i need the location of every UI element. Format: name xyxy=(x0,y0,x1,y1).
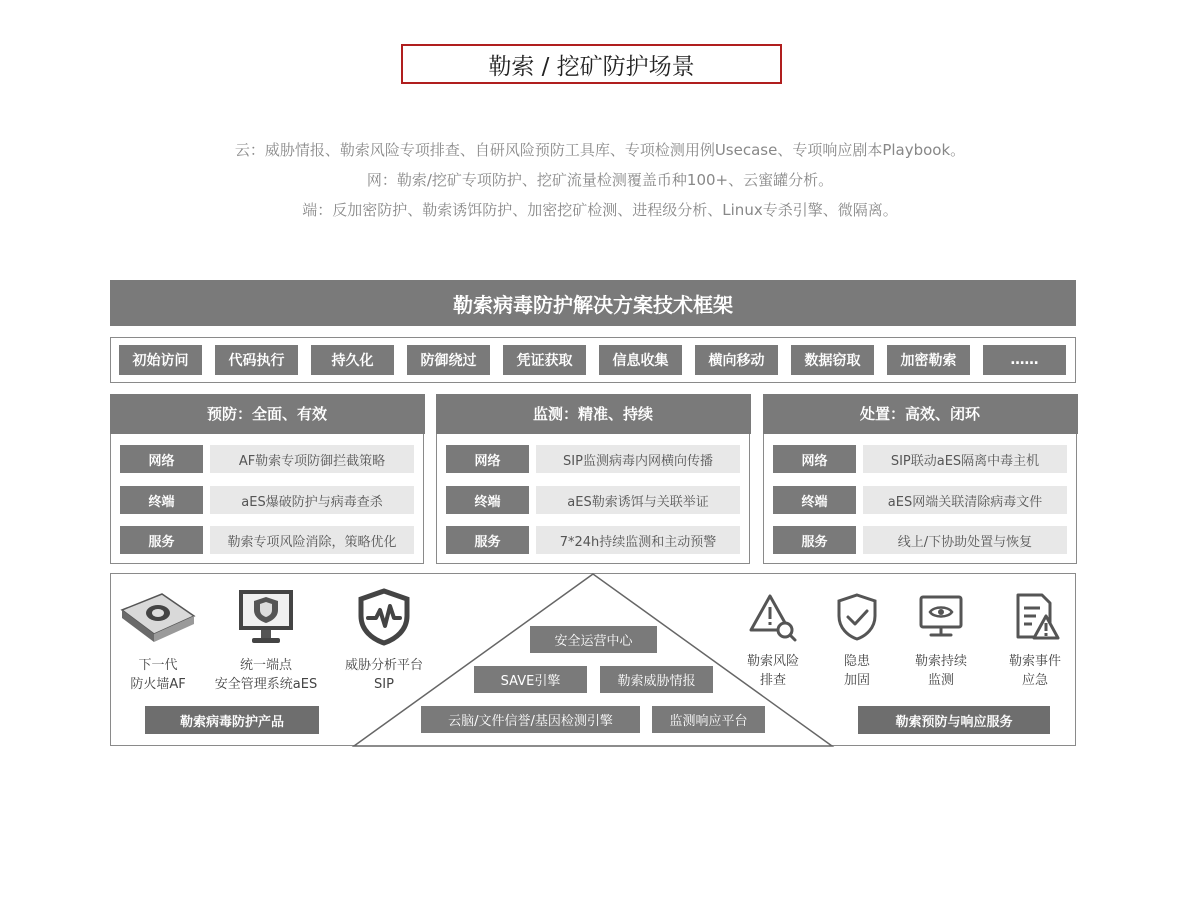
attack-step: 加密勒索 xyxy=(887,345,970,375)
row-value: SIP监测病毒内网横向传播 xyxy=(536,445,740,473)
attack-step: 代码执行 xyxy=(215,345,298,375)
service-risk-check xyxy=(738,592,808,690)
products-label: 勒索病毒防护产品 xyxy=(145,706,319,734)
attack-step: 初始访问 xyxy=(119,345,202,375)
service-name-line2: 监测 xyxy=(927,673,954,688)
row-label: 网络 xyxy=(120,445,203,473)
service-name-line1: 勒索事件 xyxy=(1008,654,1061,669)
intro-line-cloud: 云：威胁情报、勒索风险专项排查、自研风险预防工具库、专项检测用例Usecase、专项响应剧本Playbook。 xyxy=(234,141,966,159)
product-name-line2: SIP xyxy=(374,677,394,692)
row-value: aES网端关联清除病毒文件 xyxy=(863,486,1067,514)
row-label: 服务 xyxy=(773,526,856,554)
row-value: 勒索专项风险消除，策略优化 xyxy=(210,526,414,554)
product-name-line2: 安全管理系统aES xyxy=(214,677,318,692)
pyramid-top-box: 安全运营中心 xyxy=(530,626,657,653)
row-value: aES爆破防护与病毒查杀 xyxy=(210,486,414,514)
panel-title: 预防：全面、有效 xyxy=(110,394,425,434)
attack-step: 数据窃取 xyxy=(791,345,874,375)
shield-pulse-icon xyxy=(334,588,434,652)
framework-header: 勒索病毒防护解决方案技术框架 xyxy=(110,280,1076,326)
product-name-line1: 统一端点 xyxy=(239,658,292,673)
services-label: 勒索预防与响应服务 xyxy=(858,706,1050,734)
row-label: 终端 xyxy=(120,486,203,514)
shield-check-icon xyxy=(822,592,892,648)
service-name-line2: 应急 xyxy=(1021,673,1048,688)
product-name-line1: 下一代 xyxy=(138,658,178,673)
warning-search-icon xyxy=(738,592,808,648)
intro-line-network: 网：勒索/挖矿专项防护、挖矿流量检测覆盖币种100+、云蜜罐分析。 xyxy=(366,171,834,189)
row-label: 服务 xyxy=(120,526,203,554)
row-label: 网络 xyxy=(446,445,529,473)
panel-title: 处置：高效、闭环 xyxy=(763,394,1078,434)
row-label: 网络 xyxy=(773,445,856,473)
attack-step: 信息收集 xyxy=(599,345,682,375)
attack-step: 横向移动 xyxy=(695,345,778,375)
service-name-line2: 加固 xyxy=(843,673,870,688)
product-name-line2: 防火墙AF xyxy=(130,677,186,692)
row-value: AF勒索专项防御拦截策略 xyxy=(210,445,414,473)
attack-step: …… xyxy=(983,345,1066,375)
row-value: 7*24h持续监测和主动预警 xyxy=(536,526,740,554)
attack-step: 防御绕过 xyxy=(407,345,490,375)
service-hardening xyxy=(822,592,892,690)
firewall-device-icon xyxy=(110,588,206,652)
panel-title: 监测：精准、持续 xyxy=(436,394,751,434)
document-alert-icon xyxy=(1000,592,1070,648)
pyramid-middle-box: SAVE引擎 xyxy=(474,666,587,693)
monitor-shield-icon xyxy=(208,588,324,652)
product-af xyxy=(110,588,206,694)
attack-step: 凭证获取 xyxy=(503,345,586,375)
page-title: 勒索 / 挖矿防护场景 xyxy=(401,44,782,84)
row-value: SIP联动aES隔离中毒主机 xyxy=(863,445,1067,473)
pyramid-middle-box: 勒索威胁情报 xyxy=(600,666,713,693)
service-monitoring xyxy=(906,592,976,690)
monitor-eye-icon xyxy=(906,592,976,648)
product-name-line1: 威胁分析平台 xyxy=(344,658,423,673)
row-value: 线上/下协助处置与恢复 xyxy=(863,526,1067,554)
service-name-line1: 勒索风险 xyxy=(746,654,799,669)
intro-line-endpoint: 端：反加密防护、勒索诱饵防护、加密挖矿检测、进程级分析、Linux专杀引擎、微隔离。 xyxy=(302,201,898,219)
row-label: 终端 xyxy=(773,486,856,514)
attack-step: 持久化 xyxy=(311,345,394,375)
pyramid-bottom-box: 监测响应平台 xyxy=(652,706,765,733)
product-aes xyxy=(208,588,324,694)
service-name-line1: 隐患 xyxy=(843,654,870,669)
pyramid-bottom-box: 云脑/文件信誉/基因检测引擎 xyxy=(421,706,640,733)
product-sip xyxy=(334,588,434,694)
service-emergency xyxy=(1000,592,1070,690)
service-name-line1: 勒索持续 xyxy=(914,654,967,669)
row-label: 服务 xyxy=(446,526,529,554)
row-label: 终端 xyxy=(446,486,529,514)
row-value: aES勒索诱饵与关联举证 xyxy=(536,486,740,514)
service-name-line2: 排查 xyxy=(759,673,786,688)
